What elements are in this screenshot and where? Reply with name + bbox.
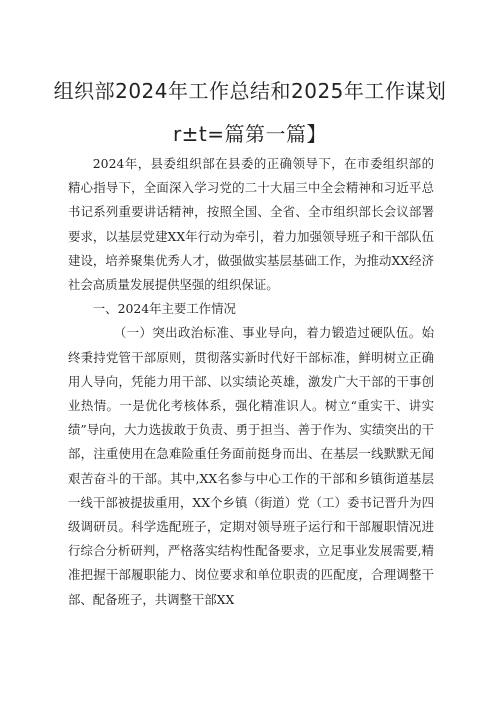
section-heading: 一、2024年主要工作情况 <box>92 301 236 317</box>
document-title: 组织部2024年工作总结和2025年工作谋划 <box>53 79 447 103</box>
document-body <box>68 152 434 612</box>
document-subtitle: r±t=篇第一篇】 <box>172 122 328 146</box>
body-paragraph: （一）突出政治标准、事业导向，着力锻造过硬队伍。始终秉持党管干部原则，贯彻落实新时代好干部标准，鲜明树立正确用人导向，凭能力用干部、以实绩论英雄，激发广大干部的干事创业热情。一是优化考核体系，强化精准识人。树立“重实干、讲实绩”导向，大力选拔敢于负责、勇于担当、善于作为、实绩突出的干部，注重使用在急难险重任务面前挺身而出、在基层一线默默无闻艰苦奋斗的干部。其中,XX名参与中心工作的干部和乡镇街道基层一线干部被提拔重用，XX个乡镇（街道）党（工）委书记晋升为四级调研员。科学选配班子，定期对领导班子运行和干部履职情况进行综合分析研判，严格落实结构性配备要求，立足事业发展需要,精准把握干部履职能力、岗位要求和单位职责的匹配度，合理调整干部、配备班子，共调整干部XX <box>68 325 434 607</box>
intro-paragraph: 2024年，县委组织部在县委的正确领导下，在市委组织部的精心指导下，全面深入学习党的二十大届三中全会精神和习近平总书记系列重要讲话精神，按照全国、全省、全市组织部长会议部署要求，以基层党建XX年行动为牵引，着力加强领导班子和干部队伍建设，培养聚集优秀人才，做强做实基层基础工作，为推动XX经济社会高质量发展提供坚强的组织保证。 <box>68 156 434 293</box>
